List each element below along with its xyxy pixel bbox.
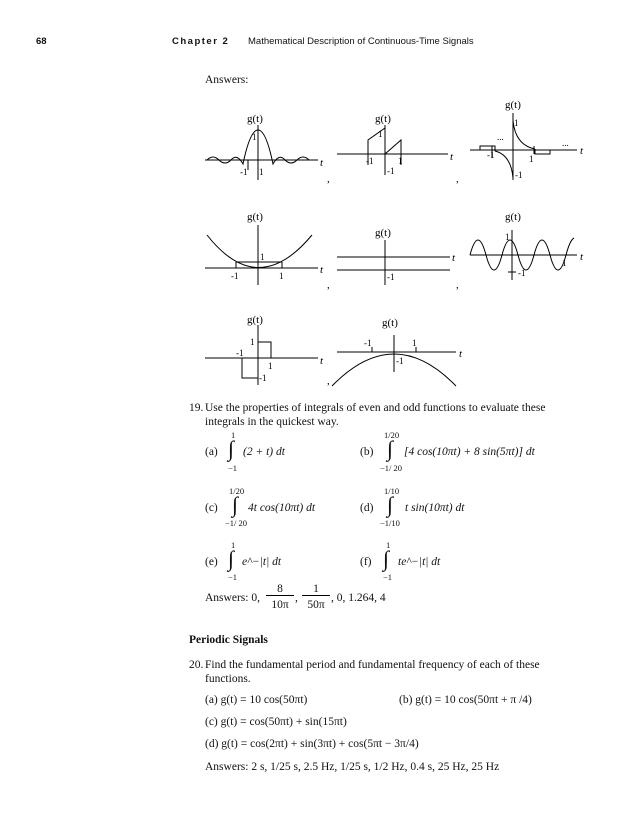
integrand: te^−|t| dt [398, 556, 441, 568]
problem-20-part-a: (a) g(t) = 10 cos(50πt) [205, 694, 308, 706]
integral-sign: ∫ [228, 546, 235, 571]
g2-label: g(t) [375, 113, 391, 125]
lower-limit: −1 [228, 463, 238, 473]
frac1-denominator: 10π [271, 599, 289, 611]
g8-t: t [459, 348, 463, 360]
g6-minus-one: -1 [518, 268, 526, 278]
g8-minus-one-y: -1 [396, 356, 404, 366]
g8-one-x: 1 [412, 338, 417, 348]
frac1-numerator: 8 [266, 583, 294, 596]
g8-label: g(t) [382, 317, 398, 329]
g1-one-x: 1 [259, 167, 264, 177]
g2-minus-one-y: -1 [387, 166, 395, 176]
g3-one-x: 1 [529, 154, 534, 164]
lower-limit: −1 [383, 572, 393, 582]
g6-label: g(t) [505, 211, 521, 223]
problem-19-text-2: integrals in the quickest way. [205, 416, 339, 428]
g4-one: 1 [260, 252, 265, 262]
g2-one: 1 [378, 129, 383, 139]
integrand: 4t cos(10πt) dt [248, 502, 316, 514]
lower-limit: −1/10 [380, 518, 400, 528]
graph-inverted-parabola [332, 335, 456, 386]
g4-one-x: 1 [279, 271, 284, 281]
problem-20-text-2: functions. [205, 673, 251, 685]
upper-limit: 1 [386, 540, 391, 550]
g2-comma: , [456, 173, 459, 185]
g7-t: t [320, 355, 324, 367]
g1-comma: , [327, 173, 330, 185]
g3-dots-left: ... [497, 132, 504, 142]
upper-limit: 1 [231, 540, 236, 550]
part-label: (d) [360, 502, 374, 514]
g7-label: g(t) [247, 314, 263, 326]
answer-graphs [0, 0, 638, 400]
problem-19-number: 19. [189, 402, 204, 414]
problem-19-text-1: Use the properties of integrals of even and odd functions to evaluate these [205, 402, 546, 414]
g3-one: 1 [514, 118, 519, 128]
g7-one-x: 1 [268, 361, 273, 371]
g3-dots-right: ... [562, 138, 569, 148]
integrand: (2 + t) dt [243, 446, 285, 458]
problem-20-part-c: (c) g(t) = cos(50πt) + sin(15πt) [205, 716, 347, 728]
g2-minus-one-x: -1 [366, 156, 374, 166]
g6-one-x: 1 [562, 258, 567, 268]
g7-comma: , [327, 375, 330, 387]
g6-t: t [580, 251, 584, 263]
g2-one-x: 1 [398, 156, 403, 166]
integral-sign: ∫ [387, 492, 394, 517]
g5-comma: , [456, 279, 459, 291]
g3-minus-one-y: -1 [515, 170, 523, 180]
part-label: (f) [360, 556, 372, 568]
part-label: (e) [205, 556, 218, 568]
g5-minus-one: -1 [387, 272, 395, 282]
g7-minus-one-y: -1 [259, 373, 267, 383]
part-label: (a) [205, 446, 218, 458]
integral-sign: ∫ [387, 436, 394, 461]
g5-t: t [452, 252, 456, 264]
page-number: 68 [36, 36, 47, 47]
problem-20-text-1: Find the fundamental period and fundamental frequency of each of these [205, 659, 540, 671]
graph-periodic-decay [470, 113, 577, 180]
answers-suffix: , 0, 1.264, 4 [331, 592, 386, 604]
lower-limit: −1 [228, 572, 238, 582]
part-label: (c) [205, 502, 218, 514]
integrand: [4 cos(10πt) + 8 sin(5πt)] dt [404, 446, 535, 458]
g8-minus-one-x: -1 [364, 338, 372, 348]
g3-minus-one-x: -1 [487, 150, 495, 160]
problem-20-answers: Answers: 2 s, 1/25 s, 2.5 Hz, 1/25 s, 1/2 Hz, 0.4 s, 25 Hz, 25 Hz [205, 761, 500, 773]
upper-limit: 1/10 [384, 486, 400, 496]
frac2-numerator: 1 [302, 583, 330, 596]
g4-label: g(t) [247, 211, 263, 223]
g4-comma: , [327, 279, 330, 291]
g3-t: t [580, 145, 584, 157]
g7-one: 1 [250, 337, 255, 347]
g1-label: g(t) [247, 113, 263, 125]
g4-t: t [320, 264, 324, 276]
integral-sign: ∫ [228, 436, 235, 461]
integral-sign: ∫ [383, 546, 390, 571]
g1-one: 1 [252, 132, 257, 142]
frac2-denominator: 50π [307, 599, 325, 611]
answers-label: Answers: [205, 74, 249, 86]
answers-comma: , [295, 592, 298, 604]
g6-one: 1 [505, 232, 510, 242]
lower-limit: −1/ 20 [380, 463, 403, 473]
part-label: (b) [360, 446, 374, 458]
integrand: t sin(10πt) dt [405, 502, 465, 514]
g3-label: g(t) [505, 99, 521, 111]
problem-20-part-b: (b) g(t) = 10 cos(50πt + π /4) [399, 694, 532, 706]
section-heading: Periodic Signals [189, 634, 268, 646]
g7-minus-one-x: -1 [236, 348, 244, 358]
g4-minus-one: -1 [231, 271, 239, 281]
lower-limit: −1/ 20 [225, 518, 248, 528]
integral-sign: ∫ [232, 492, 239, 517]
g5-label: g(t) [375, 227, 391, 239]
upper-limit: 1/20 [384, 430, 400, 440]
integrand: e^−|t| dt [242, 556, 282, 568]
chapter-title: Mathematical Description of Continuous-Time Signals [248, 36, 474, 47]
answers-prefix: Answers: 0, [205, 592, 260, 604]
g1-minus-one: -1 [240, 167, 248, 177]
upper-limit: 1 [231, 430, 236, 440]
g1-t: t [320, 157, 324, 169]
upper-limit: 1/20 [229, 486, 245, 496]
problem-20-number: 20. [189, 659, 204, 671]
problem-20-part-d: (d) g(t) = cos(2πt) + sin(3πt) + cos(5πt − 3π/4) [205, 738, 419, 750]
g2-t: t [450, 151, 454, 163]
chapter-label: Chapter 2 [172, 36, 230, 47]
